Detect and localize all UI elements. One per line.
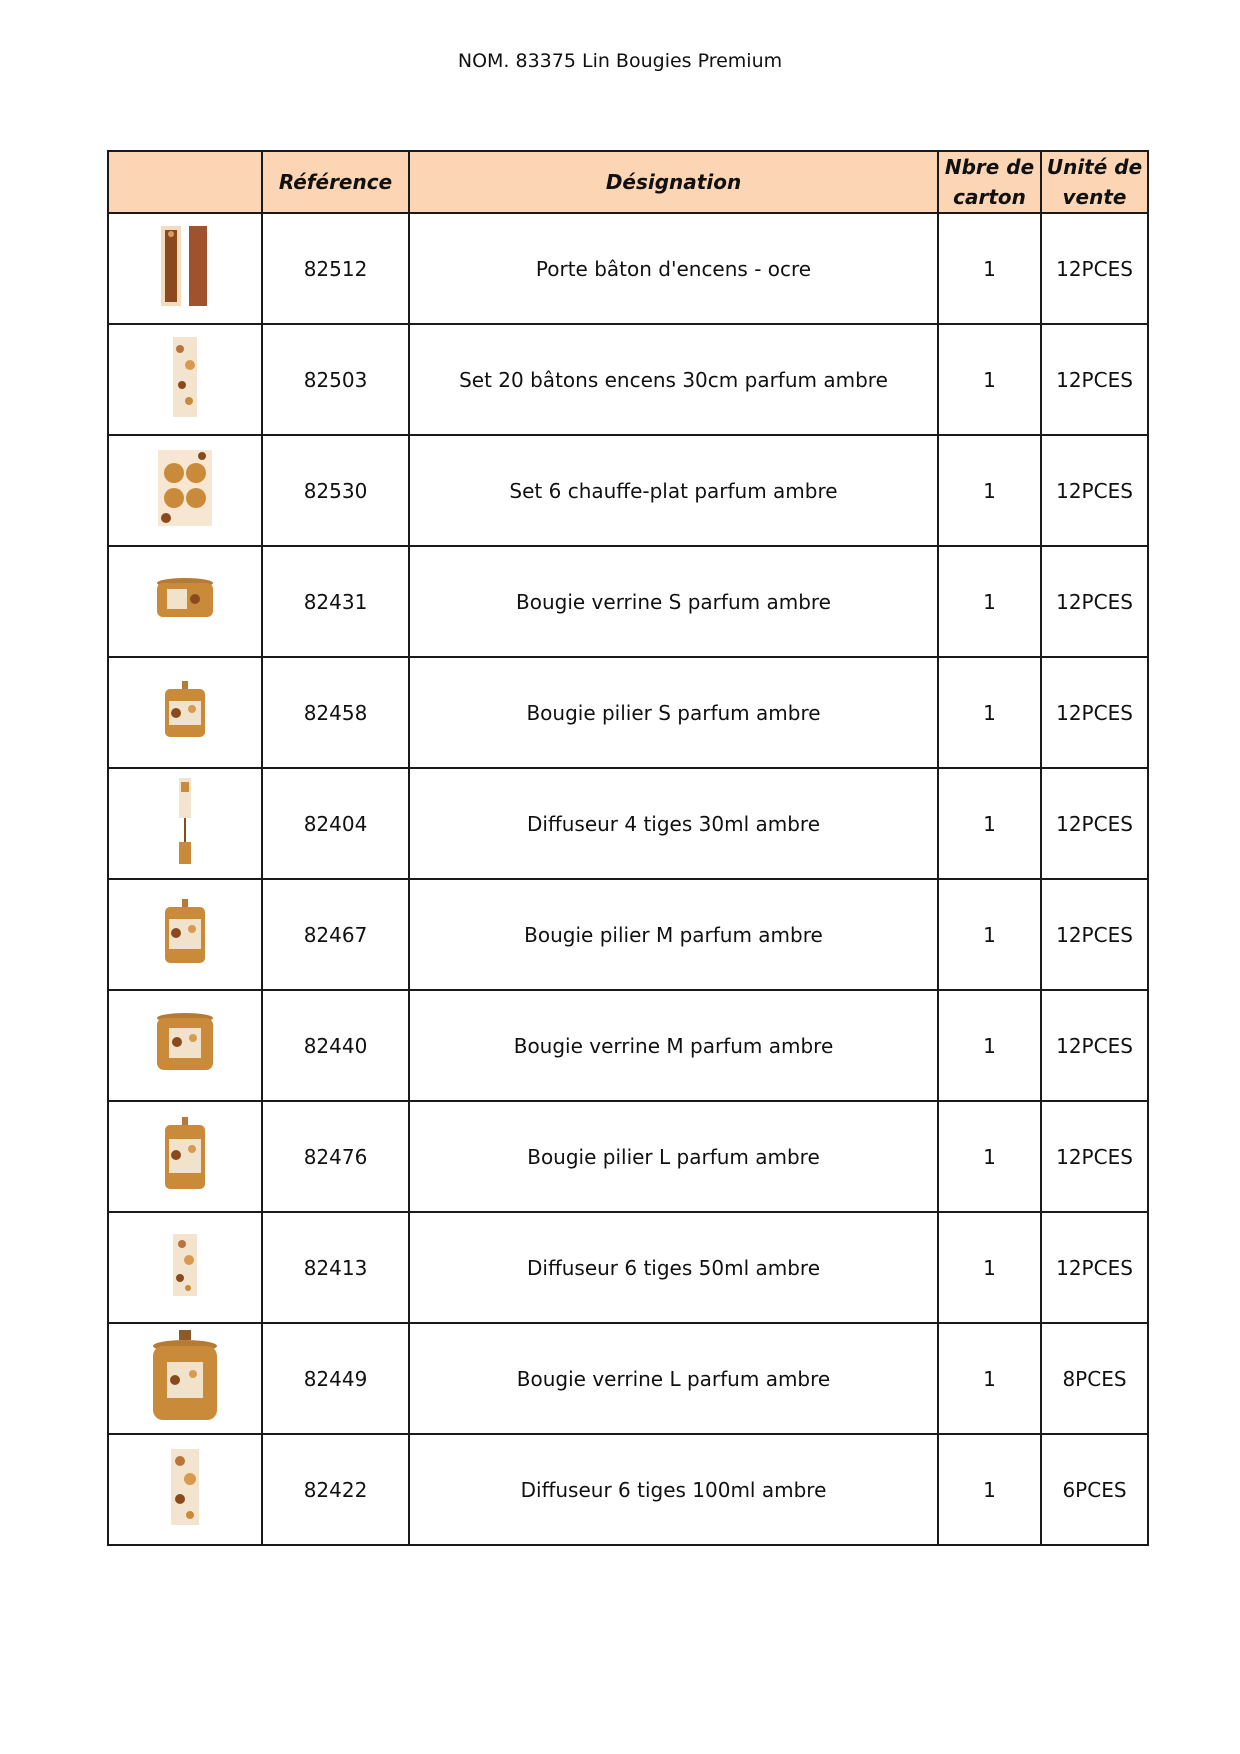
reed-diffuser-100ml-image xyxy=(109,1447,261,1532)
table-row xyxy=(108,1434,1148,1545)
nbre-carton-cell: 1 xyxy=(938,324,1041,435)
pillar-candle-medium-image xyxy=(109,897,261,972)
designation-cell: Diffuseur 4 tiges 30ml ambre xyxy=(409,768,938,879)
unite-vente-cell: 12PCES xyxy=(1041,768,1148,879)
incense-holder-image xyxy=(109,224,261,313)
pillar-candle-large-image xyxy=(109,1115,261,1198)
reference-cell: 82467 xyxy=(262,879,409,990)
product-image-cell xyxy=(108,546,262,657)
product-image-cell xyxy=(108,657,262,768)
reference-cell: 82440 xyxy=(262,990,409,1101)
unite-vente-cell: 12PCES xyxy=(1041,990,1148,1101)
product-image-cell xyxy=(108,1212,262,1323)
table-row xyxy=(108,546,1148,657)
nbre-carton-cell: 1 xyxy=(938,657,1041,768)
product-image-cell xyxy=(108,324,262,435)
reference-cell: 82413 xyxy=(262,1212,409,1323)
product-image-cell xyxy=(108,213,262,324)
unite-vente-cell: 8PCES xyxy=(1041,1323,1148,1434)
table-row xyxy=(108,435,1148,546)
incense-sticks-box-image xyxy=(109,335,261,424)
table-row xyxy=(108,213,1148,324)
unite-vente-cell: 12PCES xyxy=(1041,213,1148,324)
header-reference: Référence xyxy=(262,151,409,213)
candle-jar-large-image xyxy=(109,1328,261,1429)
reference-cell: 82530 xyxy=(262,435,409,546)
unite-vente-cell: 12PCES xyxy=(1041,879,1148,990)
header-nbre-carton: Nbre de carton xyxy=(938,151,1041,213)
header-unite-vente: Unité de vente xyxy=(1041,151,1148,213)
product-image-cell xyxy=(108,1101,262,1212)
designation-cell: Set 6 chauffe-plat parfum ambre xyxy=(409,435,938,546)
table-row xyxy=(108,768,1148,879)
nbre-carton-cell: 1 xyxy=(938,1323,1041,1434)
designation-cell: Porte bâton d'encens - ocre xyxy=(409,213,938,324)
nbre-carton-cell: 1 xyxy=(938,1101,1041,1212)
product-image-cell xyxy=(108,1323,262,1434)
unite-vente-cell: 12PCES xyxy=(1041,546,1148,657)
product-image-cell xyxy=(108,1434,262,1545)
reference-cell: 82458 xyxy=(262,657,409,768)
designation-cell: Bougie pilier L parfum ambre xyxy=(409,1101,938,1212)
nbre-carton-cell: 1 xyxy=(938,1212,1041,1323)
designation-cell: Diffuseur 6 tiges 100ml ambre xyxy=(409,1434,938,1545)
document-title: NOM. 83375 Lin Bougies Premium xyxy=(457,50,783,72)
table-row xyxy=(108,990,1148,1101)
reference-cell: 82431 xyxy=(262,546,409,657)
reference-cell: 82476 xyxy=(262,1101,409,1212)
table-header-row xyxy=(108,151,1148,213)
designation-cell: Set 20 bâtons encens 30cm parfum ambre xyxy=(409,324,938,435)
table-row xyxy=(108,1212,1148,1323)
reference-cell: 82404 xyxy=(262,768,409,879)
table-row xyxy=(108,324,1148,435)
product-image-cell xyxy=(108,435,262,546)
designation-cell: Bougie verrine M parfum ambre xyxy=(409,990,938,1101)
table-row xyxy=(108,657,1148,768)
nbre-carton-cell: 1 xyxy=(938,546,1041,657)
pillar-candle-small-image xyxy=(109,679,261,746)
header-designation: Désignation xyxy=(409,151,938,213)
product-table xyxy=(107,150,1149,1546)
designation-cell: Diffuseur 6 tiges 50ml ambre xyxy=(409,1212,938,1323)
table-row xyxy=(108,1323,1148,1434)
product-image-cell xyxy=(108,990,262,1101)
unite-vente-cell: 12PCES xyxy=(1041,1212,1148,1323)
nbre-carton-cell: 1 xyxy=(938,768,1041,879)
candle-jar-medium-image xyxy=(109,1012,261,1079)
unite-vente-cell: 12PCES xyxy=(1041,324,1148,435)
reed-diffuser-50ml-image xyxy=(109,1232,261,1303)
unite-vente-cell: 12PCES xyxy=(1041,657,1148,768)
unite-vente-cell: 12PCES xyxy=(1041,1101,1148,1212)
unite-vente-cell: 6PCES xyxy=(1041,1434,1148,1545)
header-image xyxy=(108,151,262,213)
tealights-pack-image xyxy=(109,448,261,533)
product-image-cell xyxy=(108,768,262,879)
table-body xyxy=(108,213,1148,1545)
reference-cell: 82422 xyxy=(262,1434,409,1545)
nbre-carton-cell: 1 xyxy=(938,990,1041,1101)
table-row xyxy=(108,1101,1148,1212)
nbre-carton-cell: 1 xyxy=(938,879,1041,990)
candle-jar-small-image xyxy=(109,577,261,626)
designation-cell: Bougie pilier M parfum ambre xyxy=(409,879,938,990)
nbre-carton-cell: 1 xyxy=(938,213,1041,324)
nbre-carton-cell: 1 xyxy=(938,1434,1041,1545)
reference-cell: 82503 xyxy=(262,324,409,435)
designation-cell: Bougie verrine S parfum ambre xyxy=(409,546,938,657)
unite-vente-cell: 12PCES xyxy=(1041,435,1148,546)
nbre-carton-cell: 1 xyxy=(938,435,1041,546)
product-image-cell xyxy=(108,879,262,990)
designation-cell: Bougie pilier S parfum ambre xyxy=(409,657,938,768)
table-row xyxy=(108,879,1148,990)
reed-diffuser-30ml-image xyxy=(109,776,261,871)
reference-cell: 82449 xyxy=(262,1323,409,1434)
reference-cell: 82512 xyxy=(262,213,409,324)
designation-cell: Bougie verrine L parfum ambre xyxy=(409,1323,938,1434)
